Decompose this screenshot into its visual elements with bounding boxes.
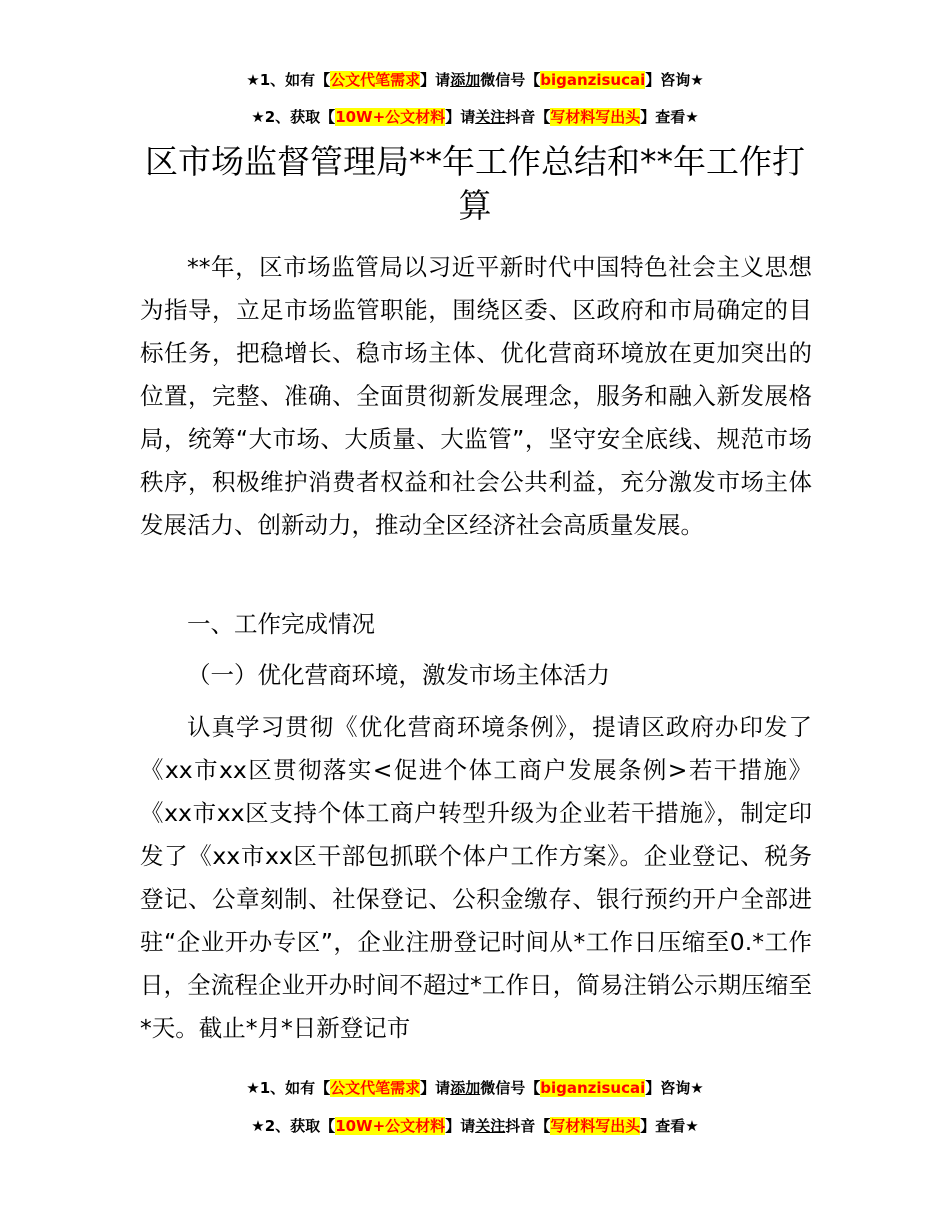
banner-underline: 关注 <box>475 108 506 126</box>
body-paragraph: 认真学习贯彻《优化营商环境条例》，提请区政府办印发了《xx市xx区贯彻落实<促进个体工商户发展条例>若干措施》《xx市xx区支持个体工商户转型升级为企业若干措施》，制定印发了《xx市xx区干部包抓联个体户工作方案》。企业登记、税务登记、公章刻制、社保登记、公积金缴存、银行预约开户全部进驻“企业开办专区”，企业注册登记时间从*工作日压缩至0.*工作日，全流程企业开办时间不超过*工作日，简易注销公示期压缩至*天。截止*月*日新登记市 <box>140 713 812 1042</box>
banner-highlight: 公文代笔需求 <box>330 1079 421 1097</box>
document-title: 区市场监督管理局**年工作总结和**年工作打算 <box>145 142 805 225</box>
banner-highlight: 写材料写出头 <box>550 108 641 126</box>
intro-paragraph: **年，区市场监管局以习近平新时代中国特色社会主义思想为指导，立足市场监管职能，围绕区委、区政府和市局确定的目标任务，把稳增长、稳市场主体、优化营商环境放在更加突出的位置，完整、准确、全面贯彻新发展理念，服务和融入新发展格局，统筹“大市场、大质量、大监管”，坚守安全底线、规范市场秩序，积极维护消费者权益和社会公共利益，充分激发市场主体发展活力、创新动力，推动全区经济社会高质量发展。 <box>140 253 812 539</box>
banner-text: 微信号【 <box>480 1079 541 1097</box>
promo-banner-top-2 <box>0 107 950 127</box>
banner-text: 】请 <box>420 71 451 89</box>
banner-highlight: biganzisucai <box>540 1079 646 1097</box>
banner-text: 】咨询★ <box>645 1079 704 1097</box>
banner-highlight: 10W+公文材料 <box>335 1117 446 1135</box>
banner-highlight: 公文代笔需求 <box>330 71 421 89</box>
section-heading: 一、工作完成情况 <box>187 610 375 638</box>
banner-underline: 添加 <box>450 1079 481 1097</box>
subsection-heading: （一）优化营商环境，激发市场主体活力 <box>187 661 610 689</box>
banner-text: 】咨询★ <box>645 71 704 89</box>
banner-text: 】请 <box>445 108 476 126</box>
banner-underline: 添加 <box>450 71 481 89</box>
banner-text: 抖音【 <box>505 1117 551 1135</box>
banner-underline: 关注 <box>475 1117 506 1135</box>
banner-highlight: biganzisucai <box>540 71 646 89</box>
banner-text: ★1、如有【 <box>246 71 331 89</box>
banner-text: ★1、如有【 <box>246 1079 331 1097</box>
banner-text: 微信号【 <box>480 71 541 89</box>
banner-highlight: 写材料写出头 <box>550 1117 641 1135</box>
banner-highlight: 10W+公文材料 <box>335 108 446 126</box>
banner-text: 】请 <box>420 1079 451 1097</box>
banner-text: ★2、获取【 <box>251 108 336 126</box>
banner-text: 】查看★ <box>640 108 699 126</box>
promo-banner-bottom-2 <box>0 1116 950 1136</box>
banner-text: 】请 <box>445 1117 476 1135</box>
banner-text: 】查看★ <box>640 1117 699 1135</box>
banner-text: ★2、获取【 <box>251 1117 336 1135</box>
banner-text: 抖音【 <box>505 108 551 126</box>
promo-banner-top-1 <box>0 70 950 90</box>
promo-banner-bottom-1 <box>0 1078 950 1098</box>
